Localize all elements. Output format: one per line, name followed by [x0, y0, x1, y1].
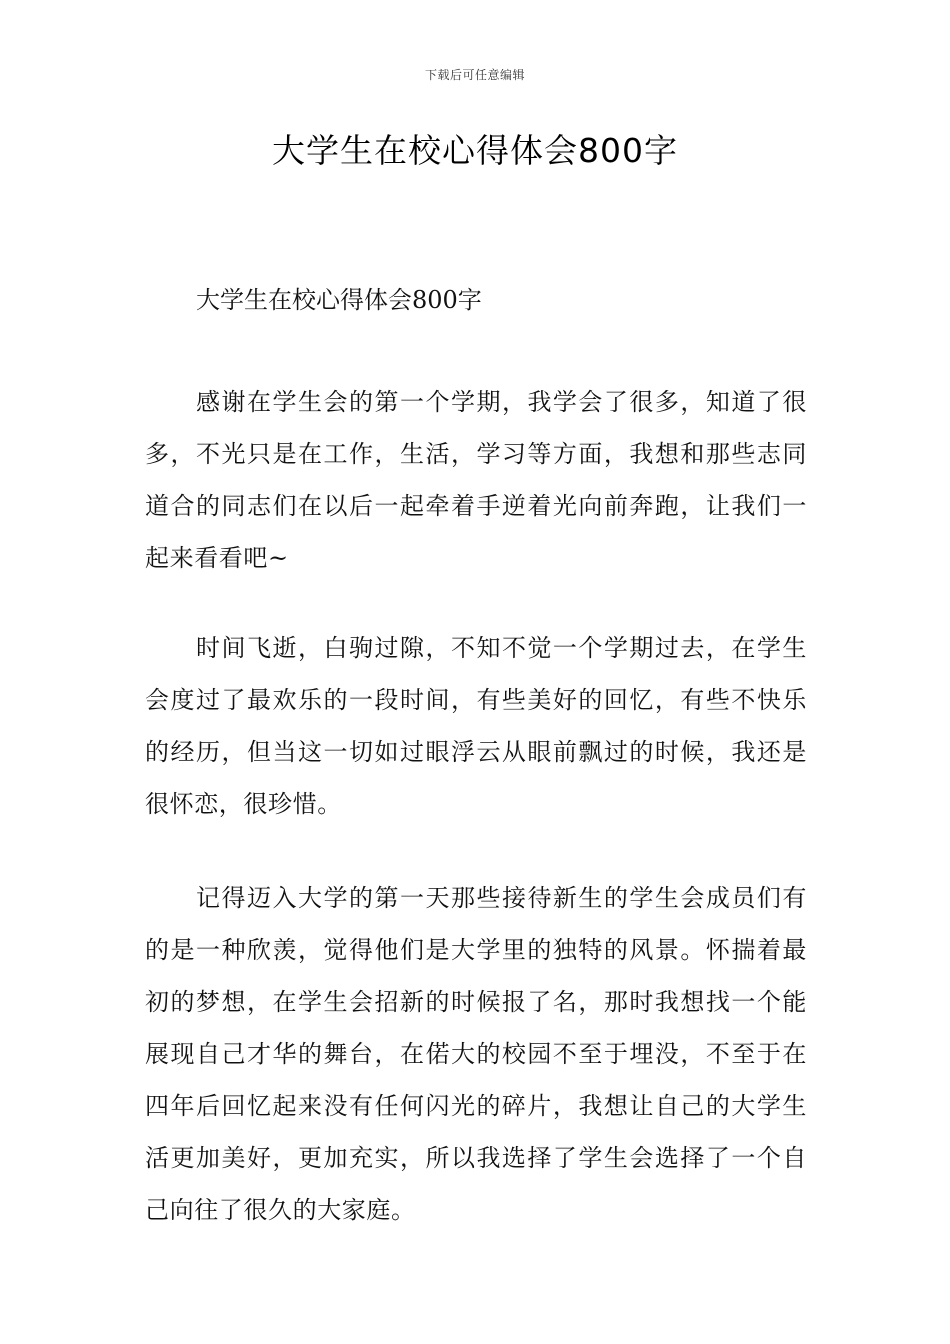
paragraph-2: 时间飞逝，白驹过隙，不知不觉一个学期过去，在学生会度过了最欢乐的一段时间，有些美好的回忆，有些不快乐的经历，但当这一切如过眼浮云从眼前飘过的时候，我还是很怀恋，很珍惜。	[145, 634, 807, 818]
header-note: 下载后可任意编辑	[424, 68, 525, 82]
page-title: 大学生在校心得体会800字	[272, 131, 678, 170]
document-subtitle: 大学生在校心得体会800字	[196, 286, 482, 314]
paragraph-1: 感谢在学生会的第一个学期，我学会了很多，知道了很多，不光只是在工作，生活，学习等方面，我想和那些志同道合的同志们在以后一起牵着手逆着光向前奔跑，让我们一起来看看吧~	[145, 388, 807, 572]
paragraph-3: 记得迈入大学的第一天那些接待新生的学生会成员们有的是一种欣羡，觉得他们是大学里的独特的风景。怀揣着最初的梦想，在学生会招新的时候报了名，那时我想找一个能展现自己才华的舞台，在偌大的校园不至于埋没，不至于在四年后回忆起来没有任何闪光的碎片，我想让自己的大学生活更加美好，更加充实，所以我选择了学生会选择了一个自己向往了很久的大家庭。	[145, 884, 807, 1224]
